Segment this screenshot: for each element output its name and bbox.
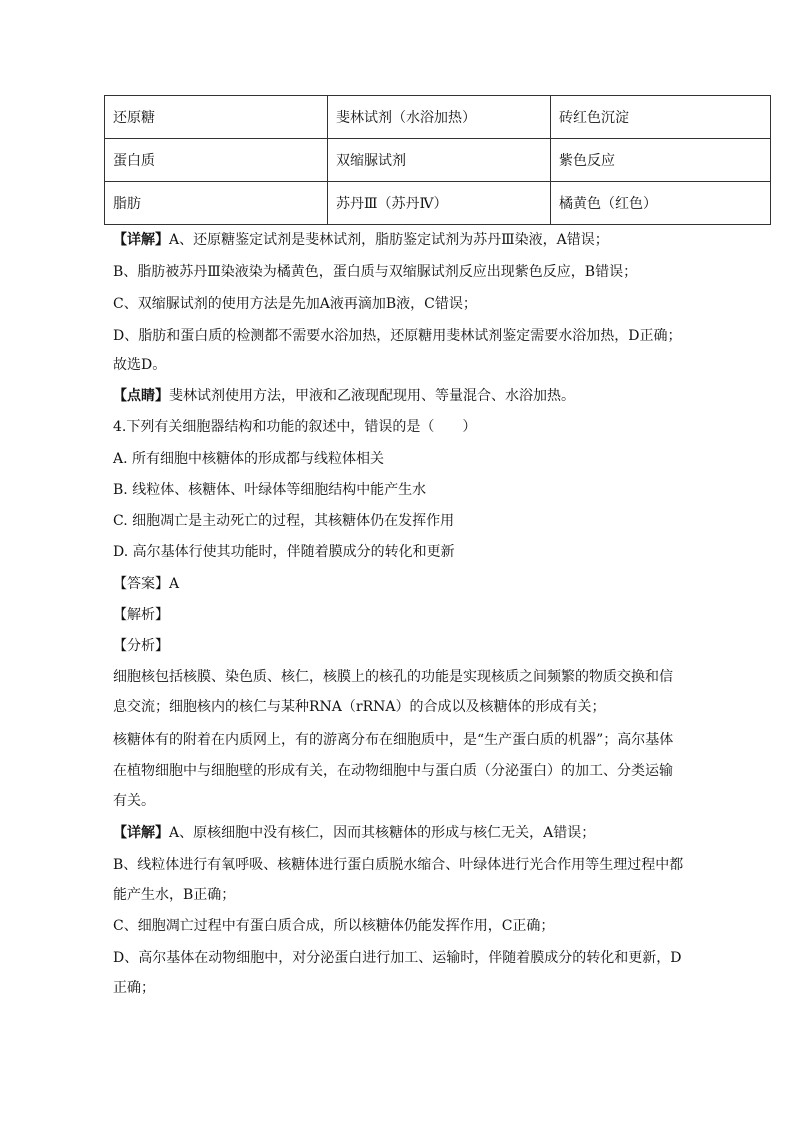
table-cell: 紫色反应 bbox=[551, 139, 771, 182]
reagent-table bbox=[104, 95, 771, 225]
table-row bbox=[105, 139, 771, 182]
table-row bbox=[105, 96, 771, 139]
option-d: D. 高尔基体行使其功能时，伴随着膜成分的转化和更新 bbox=[113, 544, 455, 560]
note-line bbox=[113, 386, 575, 406]
question-title: 4.下列有关细胞器结构和功能的叙述中，错误的是（ ） bbox=[113, 419, 477, 435]
table-row bbox=[105, 182, 771, 225]
section-tag: 【点睛】 bbox=[113, 388, 169, 404]
detail-line: B、线粒体进行有氧呼吸、核糖体进行蛋白质脱水缩合、叶绿体进行光合作用等生理过程中都 bbox=[113, 857, 684, 873]
option-b: B. 线粒体、核糖体、叶绿体等细胞结构中能产生水 bbox=[113, 482, 427, 498]
table-cell: 脂肪 bbox=[105, 182, 328, 225]
detail-line: 正确； bbox=[113, 980, 155, 996]
explanation-line: D、脂肪和蛋白质的检测都不需要水浴加热，还原糖用斐林试剂鉴定需要水浴加热，D正确； bbox=[113, 328, 682, 344]
section-tag: 【详解】 bbox=[113, 232, 169, 248]
table-cell: 橘黄色（红色） bbox=[551, 182, 771, 225]
paragraph-line: 息交流；细胞核内的核仁与某种RNA（rRNA）的合成以及核糖体的形成有关； bbox=[113, 699, 606, 715]
table-cell: 苏丹Ⅲ（苏丹Ⅳ） bbox=[328, 182, 551, 225]
paragraph-line: 有关。 bbox=[113, 793, 155, 809]
detail-line: C、细胞凋亡过程中有蛋白质合成，所以核糖体仍能发挥作用，C正确； bbox=[113, 918, 555, 934]
table-cell: 还原糖 bbox=[105, 96, 328, 139]
table-cell: 双缩脲试剂 bbox=[328, 139, 551, 182]
option-a: A. 所有细胞中核糖体的形成都与线粒体相关 bbox=[113, 451, 385, 467]
answer-line: 【答案】A bbox=[113, 576, 180, 592]
section-tag: 【详解】 bbox=[113, 825, 169, 841]
detail-line: D、高尔基体在动物细胞中，对分泌蛋白进行加工、运输时，伴随着膜成分的转化和更新，D bbox=[113, 950, 682, 966]
explanation-line: C、双缩脲试剂的使用方法是先加A液再滴加B液，C错误； bbox=[113, 296, 477, 312]
explanation-line bbox=[113, 230, 609, 250]
explanation-line: B、脂肪被苏丹Ⅲ染液染为橘黄色，蛋白质与双缩脲试剂反应出现紫色反应，B错误； bbox=[113, 264, 638, 280]
paragraph-line: 核糖体有的附着在内质网上，有的游离分布在细胞质中，是“生产蛋白质的机器”；高尔基体 bbox=[113, 732, 674, 748]
paragraph-line: 细胞核包括核膜、染色质、核仁，核膜上的核孔的功能是实现核质之间频繁的物质交换和信 bbox=[113, 669, 673, 685]
analysis-heading: 【解析】 bbox=[113, 607, 169, 623]
line-text: A、还原糖鉴定试剂是斐林试剂，脂肪鉴定试剂为苏丹Ⅲ染液，A错误； bbox=[169, 232, 609, 248]
option-c: C. 细胞凋亡是主动死亡的过程，其核糖体仍在发挥作用 bbox=[113, 513, 455, 529]
table-cell: 砖红色沉淀 bbox=[551, 96, 771, 139]
line-text: 斐林试剂使用方法，甲液和乙液现配现用、等量混合、水浴加热。 bbox=[169, 388, 575, 404]
paragraph-line: 在植物细胞中与细胞壁的形成有关，在动物细胞中与蛋白质（分泌蛋白）的加工、分类运输 bbox=[113, 763, 673, 779]
line-text: A、原核细胞中没有核仁，因而其核糖体的形成与核仁无关，A错误； bbox=[169, 825, 596, 841]
detail-line bbox=[113, 823, 595, 843]
table-cell: 斐林试剂（水浴加热） bbox=[328, 96, 551, 139]
table-cell: 蛋白质 bbox=[105, 139, 328, 182]
analysis-subheading: 【分析】 bbox=[113, 638, 169, 654]
detail-line: 能产生水，B正确； bbox=[113, 887, 236, 903]
conclusion-line: 故选D。 bbox=[113, 357, 167, 373]
